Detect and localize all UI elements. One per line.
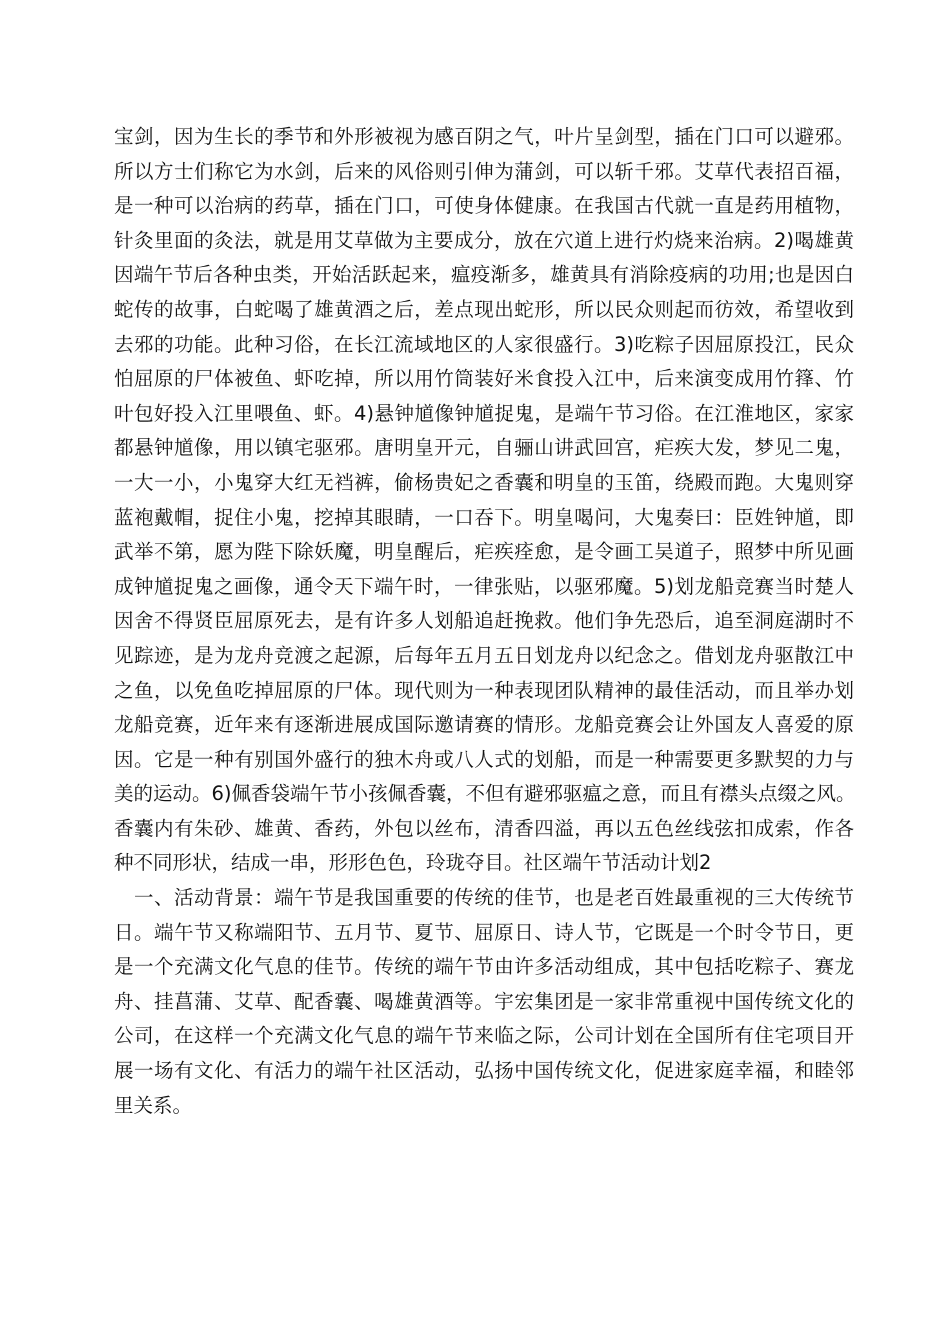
text-line: 一、活动背景：端午节是我国重要的传统的佳节，也是老百姓最重视的三大传统节 xyxy=(114,886,854,910)
text-line: 蛇传的故事，白蛇喝了雄黄酒之后，差点现出蛇形，所以民众则起而彷效，希望收到 xyxy=(114,297,854,321)
text-line: 因舍不得贤臣屈原死去，是有许多人划船追赶挽救。他们争先恐后，追至洞庭湖时不 xyxy=(114,609,854,633)
text-line: 怕屈原的尸体被鱼、虾吃掉，所以用竹筒装好米食投入江中，后来演变成用竹箨、竹 xyxy=(114,367,854,391)
text-line: 因。它是一种有别国外盛行的独木舟或八人式的划船，而是一种需要更多默契的力与 xyxy=(114,747,854,771)
text-line: 里关系。 xyxy=(114,1093,193,1117)
text-line: 龙船竞赛，近年来有逐渐进展成国际邀请赛的情形。龙船竞赛会让外国友人喜爱的原 xyxy=(114,713,854,737)
body-text xyxy=(114,120,854,1123)
text-line: 叶包好投入江里喂鱼、虾。4)悬钟馗像钟馗捉鬼，是端午节习俗。在江淮地区，家家 xyxy=(114,401,854,425)
text-line: 舟、挂菖蒲、艾草、配香囊、喝雄黄酒等。宇宏集团是一家非常重视中国传统文化的 xyxy=(114,989,854,1013)
text-line: 是一种可以治病的药草，插在门口，可使身体健康。在我国古代就一直是药用植物， xyxy=(114,194,854,218)
text-line: 种不同形状，结成一串，形形色色，玲珑夺目。社区端午节活动计划2 xyxy=(114,851,712,875)
text-line: 都悬钟馗像，用以镇宅驱邪。唐明皇开元，自骊山讲武回宫，疟疾大发，梦见二鬼， xyxy=(114,436,854,460)
text-line: 香囊内有朱砂、雄黄、香药，外包以丝布，清香四溢，再以五色丝线弦扣成索，作各 xyxy=(114,816,854,840)
text-line: 公司，在这样一个充满文化气息的端午节来临之际，公司计划在全国所有住宅项目开 xyxy=(114,1024,854,1048)
text-line: 宝剑，因为生长的季节和外形被视为感百阴之气，叶片呈剑型，插在门口可以避邪。 xyxy=(114,125,854,148)
text-line: 针灸里面的灸法，就是用艾草做为主要成分，放在穴道上进行灼烧来治病。2)喝雄黄 xyxy=(114,228,854,252)
text-line: 是一个充满文化气息的佳节。传统的端午节由许多活动组成，其中包括吃粽子、赛龙 xyxy=(114,955,854,979)
text-line: 因端午节后各种虫类，开始活跃起来，瘟疫渐多，雄黄具有消除疫病的功用;也是因白 xyxy=(114,263,854,287)
text-line: 所以方士们称它为水剑，后来的风俗则引伸为蒲剑，可以斩千邪。艾草代表招百福， xyxy=(114,159,854,183)
text-line: 武举不第，愿为陛下除妖魔，明皇醒后，疟疾痊愈，是令画工吴道子，照梦中所见画 xyxy=(114,540,854,564)
text-line: 成钟馗捉鬼之画像，通令天下端午时，一律张贴，以驱邪魔。5)划龙船竞赛当时楚人 xyxy=(114,574,854,598)
text-line: 去邪的功能。此种习俗，在长江流域地区的人家很盛行。3)吃粽子因屈原投江，民众 xyxy=(114,332,854,356)
text-line: 美的运动。6)佩香袋端午节小孩佩香囊，不但有避邪驱瘟之意，而且有襟头点缀之风。 xyxy=(114,782,856,806)
text-line: 见踪迹，是为龙舟竞渡之起源，后每年五月五日划龙舟以纪念之。借划龙舟驱散江中 xyxy=(114,643,854,667)
text-line: 展一场有文化、有活力的端午社区活动，弘扬中国传统文化，促进家庭幸福，和睦邻 xyxy=(114,1059,854,1083)
text-line: 一大一小，小鬼穿大红无裆裤，偷杨贵妃之香囊和明皇的玉笛，绕殿而跑。大鬼则穿 xyxy=(114,470,854,494)
text-line: 蓝袍戴帽，捉住小鬼，挖掉其眼睛，一口吞下。明皇喝问，大鬼奏曰：臣姓钟馗，即 xyxy=(114,505,854,529)
text-line: 日。端午节又称端阳节、五月节、夏节、屈原日、诗人节，它既是一个时令节日，更 xyxy=(114,920,854,944)
text-line: 之鱼，以免鱼吃掉屈原的尸体。现代则为一种表现团队精神的最佳活动，而且举办划 xyxy=(114,678,854,702)
